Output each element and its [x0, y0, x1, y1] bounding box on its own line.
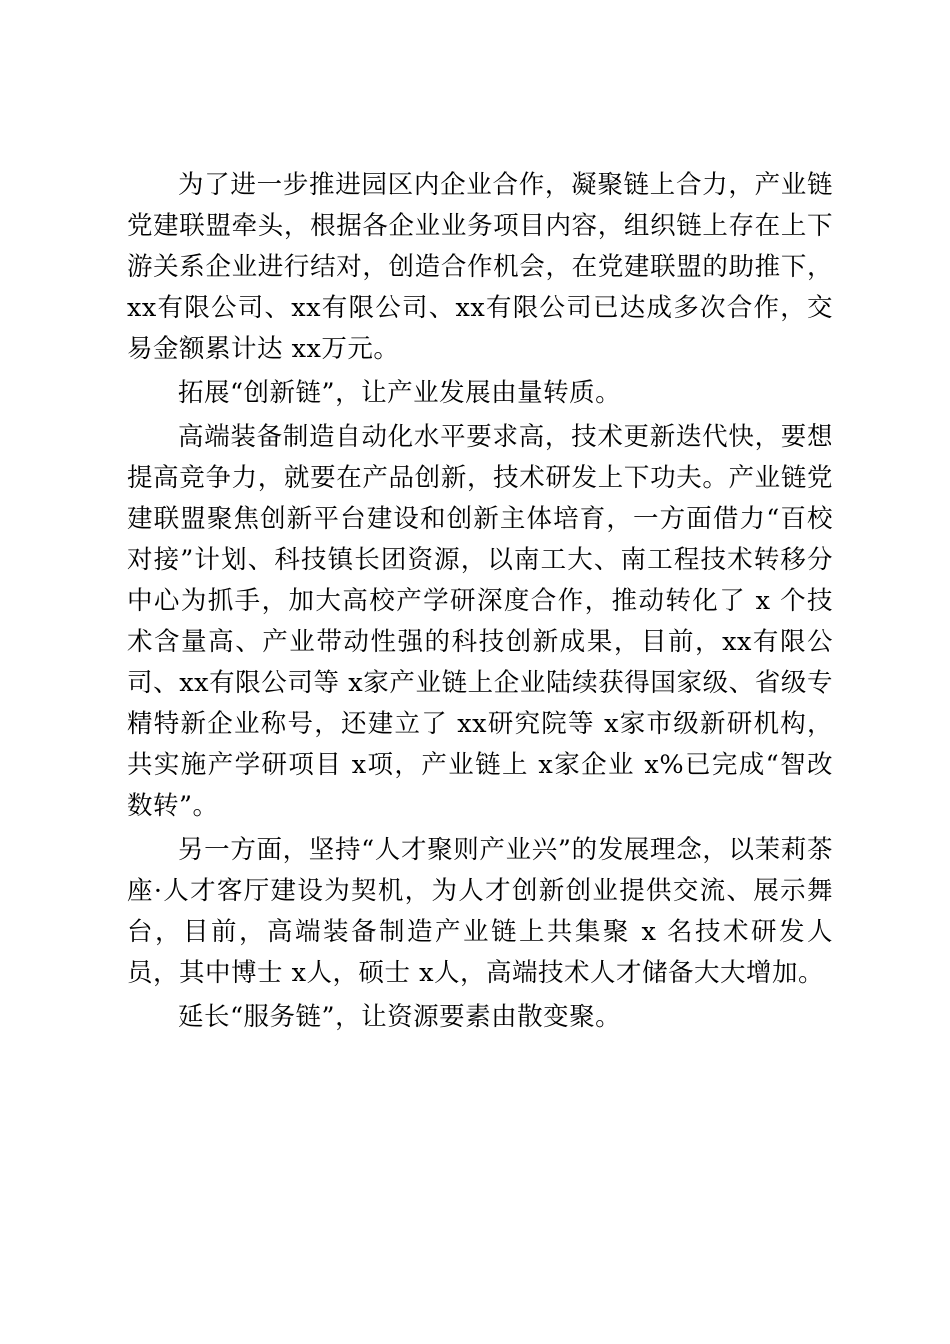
heading-innovation-chain: 拓展“创新链”，让产业发展由量转质。	[178, 378, 622, 408]
document-body	[127, 165, 833, 1041]
paragraph-innovation: 高端装备制造自动化水平要求高，技术更新迭代快，要想提高竞争力，就要在产品创新，技术研发上下功夫。产业链党建联盟聚焦创新平台建设和创新主体培育，一方面借力“百校对接”计划、科技镇长团资源，以南工大、南工程技术转移分中心为抓手，加大高校产学研深度合作，推动转化了 x 个技术含量高、产业带动性强的科技创新成果，目前，xx有限公司、xx有限公司等 x家产业链上企业陆续获得国家级、省级专精特新企业称号，还建立了 xx研究院等 x家市级新研机构，共实施产学研项目 x项，产业链上 x家企业 x%已完成“智改数转”。	[127, 422, 833, 821]
heading-service-chain: 延长“服务链”，让资源要素由散变聚。	[178, 1002, 622, 1032]
paragraph-talent: 另一方面，坚持“人才聚则产业兴”的发展理念，以茉莉茶座·人才客厅建设为契机，为人才创新创业提供交流、展示舞台，目前，高端装备制造产业链上共集聚 x 名技术研发人员，其中博士 x人，硕士 x人，高端技术人才储备大大增加。	[127, 835, 833, 988]
paragraph-cooperation: 为了进一步推进园区内企业合作，凝聚链上合力，产业链党建联盟牵头，根据各企业业务项目内容，组织链上存在上下游关系企业进行结对，创造合作机会，在党建联盟的助推下，xx有限公司、xx有限公司、xx有限公司已达成多次合作，交易金额累计达 xx万元。	[127, 170, 833, 364]
